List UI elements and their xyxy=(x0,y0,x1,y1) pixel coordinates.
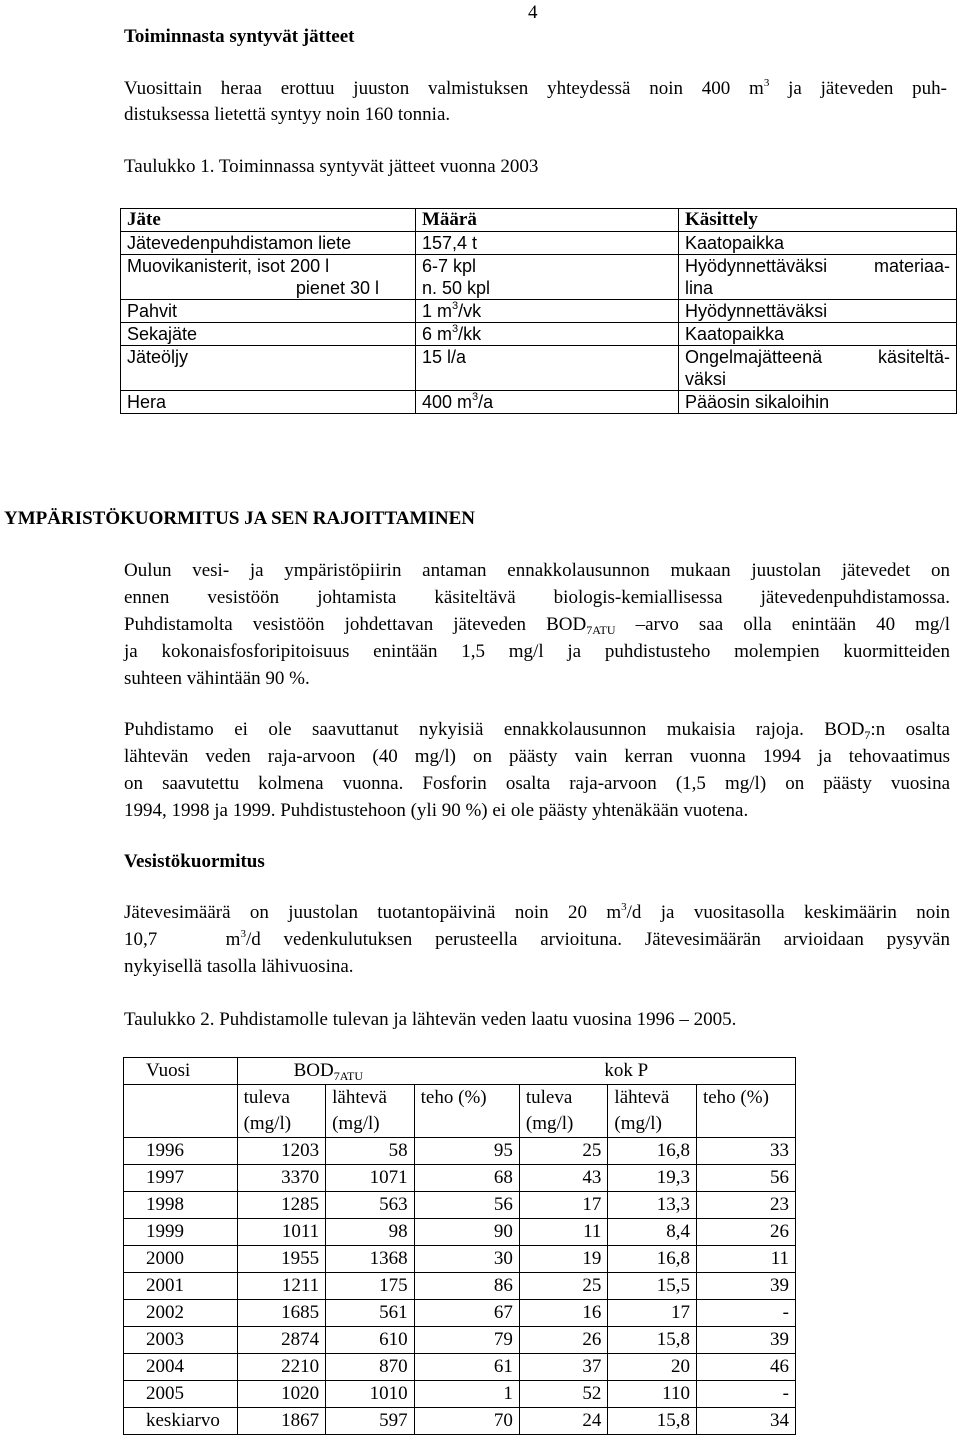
p1-line3: Puhdistamolta vesistöön johdettavan jäteveden $BOD_{7ATU}$ –arvo saa olla enintään 40 mg/l xyxy=(124,614,950,637)
cell-p-lahteva: 19,3 xyxy=(608,1165,697,1192)
p1-line2: ennen vesistöön johtamista käsiteltävä biologis-kemiallisessa jätevedenpuhdistamossa. xyxy=(124,587,950,608)
cell-jate: Pahvit xyxy=(121,300,416,323)
table-row xyxy=(124,1408,796,1435)
cell-bod-teho: 56 xyxy=(414,1192,519,1219)
cell-jate: Jätevedenpuhdistamon liete xyxy=(121,232,416,255)
cell-p-tuleva: 26 xyxy=(519,1327,608,1354)
cell-bod-teho: 95 xyxy=(414,1138,519,1165)
cell-p-lahteva: 15,8 xyxy=(608,1408,697,1435)
cell-p-lahteva: 8,4 xyxy=(608,1219,697,1246)
table-row xyxy=(124,1354,796,1381)
cell-bod-lahteva: 1010 xyxy=(326,1381,415,1408)
cell-p-tuleva: 19 xyxy=(519,1246,608,1273)
cell-p-teho: 39 xyxy=(696,1273,795,1300)
header-maara: Määrä xyxy=(416,209,679,232)
cell-kasittely xyxy=(679,255,957,300)
table-row xyxy=(124,1246,796,1273)
table-row xyxy=(124,1192,796,1219)
cell-kasittely-line2: väksi xyxy=(685,369,727,389)
cell-p-teho: 39 xyxy=(696,1327,795,1354)
cell-year: 2003 xyxy=(124,1327,238,1354)
cell-bod-teho: 68 xyxy=(414,1165,519,1192)
cell-year: 1996 xyxy=(124,1138,238,1165)
cell-maara: 157,4 t xyxy=(416,232,679,255)
cell-year: 2004 xyxy=(124,1354,238,1381)
table-subheader-row xyxy=(124,1085,796,1138)
cell-p-tuleva: 17 xyxy=(519,1192,608,1219)
table-row xyxy=(121,300,957,323)
cell-bod-tuleva: 1285 xyxy=(237,1192,326,1219)
cell-bod-lahteva: 597 xyxy=(326,1408,415,1435)
cell-bod-tuleva: 1011 xyxy=(237,1219,326,1246)
p3-line1: Jätevesimäärä on juustolan tuotantopäivinä noin 20 $m^3/d$ ja vuositasolla keskimäärin noin xyxy=(124,901,950,923)
table1-caption: Taulukko 1. Toiminnassa syntyvät jätteet vuonna 2003 xyxy=(124,156,539,177)
cell-p-teho: - xyxy=(696,1381,795,1408)
cell-p-teho: 33 xyxy=(696,1138,795,1165)
cell-p-tuleva: 16 xyxy=(519,1300,608,1327)
cell-kasittely-line1: Hyödynnettäväksi materiaa- xyxy=(685,256,950,276)
cell-p-teho: 46 xyxy=(696,1354,795,1381)
cell-p-tuleva: 52 xyxy=(519,1381,608,1408)
cell-bod-lahteva: 98 xyxy=(326,1219,415,1246)
waste-paragraph-line2: distuksessa lietettä syntyy noin 160 tonnia. xyxy=(124,104,451,125)
waste-table xyxy=(120,208,957,414)
table-row xyxy=(121,255,957,300)
table-row xyxy=(124,1273,796,1300)
cell-jate-line2: pienet 30 l xyxy=(295,278,379,298)
cell-bod-tuleva: 1020 xyxy=(237,1381,326,1408)
subheader-bod-lahteva: lähtevä (mg/l) xyxy=(326,1085,415,1138)
cell-bod-tuleva: 1685 xyxy=(237,1300,326,1327)
cell-bod-tuleva: 1955 xyxy=(237,1246,326,1273)
cell-jate-line1: Muovikanisterit, isot 200 l xyxy=(127,256,330,276)
cell-bod-lahteva: 175 xyxy=(326,1273,415,1300)
cell-bod-teho: 61 xyxy=(414,1354,519,1381)
cell-bod-tuleva: 1211 xyxy=(237,1273,326,1300)
cell-p-lahteva: 110 xyxy=(608,1381,697,1408)
p1-line5: suhteen vähintään 90 %. xyxy=(124,668,310,689)
cell-bod-lahteva: 1368 xyxy=(326,1246,415,1273)
table-row xyxy=(124,1381,796,1408)
p2-line3: on saavutettu kolmena vuonna. Fosforin osalta raja-arvoon (1,5 mg/l) on päästy vuosina xyxy=(124,773,950,794)
cell-bod-tuleva: 2210 xyxy=(237,1354,326,1381)
cell-jate: Sekajäte xyxy=(121,323,416,346)
cell-bod-teho: 90 xyxy=(414,1219,519,1246)
cell-kasittely-line1: Ongelmajätteenä käsiteltä- xyxy=(685,347,950,367)
cell-kasittely xyxy=(679,346,957,391)
cell-bod-tuleva: 2874 xyxy=(237,1327,326,1354)
cell-p-lahteva: 16,8 xyxy=(608,1138,697,1165)
page-number: 4 xyxy=(528,2,538,23)
cell-p-teho: 23 xyxy=(696,1192,795,1219)
table2-caption: Taulukko 2. Puhdistamolle tulevan ja lähtevän veden laatu vuosina 1996 – 2005. xyxy=(124,1009,737,1030)
cell-maara-line2: n. 50 kpl xyxy=(422,278,491,298)
cell-year: 2005 xyxy=(124,1381,238,1408)
section-heading-environmental-load: YMPÄRISTÖKUORMITUS JA SEN RAJOITTAMINEN xyxy=(4,508,476,529)
table-row xyxy=(124,1165,796,1192)
cell-bod-teho: 1 xyxy=(414,1381,519,1408)
table-header-row xyxy=(124,1058,796,1085)
cell-maara: 1 $m^3/vk$ xyxy=(416,300,679,323)
subheader-bod-teho: teho (%) xyxy=(414,1085,519,1138)
cell-p-lahteva: 20 xyxy=(608,1354,697,1381)
cell-year: 2002 xyxy=(124,1300,238,1327)
cell-p-tuleva: 24 xyxy=(519,1408,608,1435)
cell-p-teho: 11 xyxy=(696,1246,795,1273)
cell-jate: Hera xyxy=(121,391,416,414)
cell-bod-teho: 30 xyxy=(414,1246,519,1273)
header-bod: $BOD_{7ATU}$ xyxy=(237,1058,519,1085)
cell-kasittely: Pääosin sikaloihin xyxy=(679,391,957,414)
header-kasittely: Käsittely xyxy=(679,209,957,232)
cell-year: 1997 xyxy=(124,1165,238,1192)
cell-maara xyxy=(416,255,679,300)
cell-p-teho: 56 xyxy=(696,1165,795,1192)
p1-line1: Oulun vesi- ja ympäristöpiirin antaman ennakkolausunnon mukaan juustolan jätevedet on xyxy=(124,560,950,581)
cell-maara-line1: 6-7 kpl xyxy=(422,256,477,276)
p2-line2: lähtevän veden raja-arvoon (40 mg/l) on päästy vain kerran vuonna 1994 ja tehovaatimus xyxy=(124,746,950,767)
cell-bod-lahteva: 563 xyxy=(326,1192,415,1219)
section-heading-waste: Toiminnasta syntyvät jätteet xyxy=(124,26,355,47)
cell-jate xyxy=(121,255,416,300)
cell-year: 2001 xyxy=(124,1273,238,1300)
cell-p-teho: - xyxy=(696,1300,795,1327)
p2-line4: 1994, 1998 ja 1999. Puhdistustehoon (yli 90 %) ei ole päästy yhtenäkään vuotena. xyxy=(124,800,749,821)
water-quality-rows xyxy=(124,1138,796,1435)
cell-bod-lahteva: 561 xyxy=(326,1300,415,1327)
cell-maara: 6 $m^3/kk$ xyxy=(416,323,679,346)
header-kok-p: kok P xyxy=(519,1058,795,1085)
cell-p-tuleva: 43 xyxy=(519,1165,608,1192)
header-vuosi: Vuosi xyxy=(124,1058,238,1085)
cell-bod-tuleva: 1867 xyxy=(237,1408,326,1435)
cell-bod-lahteva: 1071 xyxy=(326,1165,415,1192)
cell-p-lahteva: 15,8 xyxy=(608,1327,697,1354)
cell-bod-lahteva: 58 xyxy=(326,1138,415,1165)
cell-kasittely: Kaatopaikka xyxy=(679,323,957,346)
subheader-bod-tuleva: tuleva (mg/l) xyxy=(237,1085,326,1138)
cell-bod-tuleva: 3370 xyxy=(237,1165,326,1192)
cell-bod-tuleva: 1203 xyxy=(237,1138,326,1165)
cell-p-teho: 34 xyxy=(696,1408,795,1435)
subheader-p-teho: teho (%) xyxy=(696,1085,795,1138)
table-row xyxy=(124,1300,796,1327)
cell-p-tuleva: 25 xyxy=(519,1273,608,1300)
cell-bod-teho: 79 xyxy=(414,1327,519,1354)
cell-year: 2000 xyxy=(124,1246,238,1273)
subheader-p-lahteva: lähtevä (mg/l) xyxy=(608,1085,697,1138)
cell-maara: 400 $m^3/a$ xyxy=(416,391,679,414)
cell-year: 1999 xyxy=(124,1219,238,1246)
cell-maara: 15 l/a xyxy=(416,346,679,391)
p3-line3: nykyisellä tasolla lähivuosina. xyxy=(124,956,354,977)
cell-kasittely-line2: lina xyxy=(685,278,714,298)
cell-p-lahteva: 13,3 xyxy=(608,1192,697,1219)
p3-line2: 10,7 $m^3/d$ vedenkulutuksen perusteella arvioituna. Jätevesimäärän arvioidaan pysyvän xyxy=(124,928,950,950)
cell-bod-teho: 86 xyxy=(414,1273,519,1300)
table-row xyxy=(124,1138,796,1165)
cell-p-teho: 26 xyxy=(696,1219,795,1246)
table-row xyxy=(121,323,957,346)
table-row xyxy=(124,1327,796,1354)
cell-p-lahteva: 17 xyxy=(608,1300,697,1327)
cell-p-tuleva: 11 xyxy=(519,1219,608,1246)
section-heading-water-load: Vesistökuormitus xyxy=(124,851,265,872)
cell-kasittely: Hyödynnettäväksi xyxy=(679,300,957,323)
cell-p-lahteva: 15,5 xyxy=(608,1273,697,1300)
cell-year: 1998 xyxy=(124,1192,238,1219)
table-header-row xyxy=(121,209,957,232)
cell-p-tuleva: 25 xyxy=(519,1138,608,1165)
cell-bod-teho: 70 xyxy=(414,1408,519,1435)
cell-year: keskiarvo xyxy=(124,1408,238,1435)
cell-bod-teho: 67 xyxy=(414,1300,519,1327)
table-row xyxy=(124,1219,796,1246)
cell-p-tuleva: 37 xyxy=(519,1354,608,1381)
cell-p-lahteva: 16,8 xyxy=(608,1246,697,1273)
waste-paragraph-line1: Vuosittain heraa erottuu juuston valmistuksen yhteydessä noin 400 $m^3$ ja jäteveden puh- xyxy=(124,77,947,99)
cell-jate: Jäteöljy xyxy=(121,346,416,391)
cell-bod-lahteva: 870 xyxy=(326,1354,415,1381)
cell-kasittely: Kaatopaikka xyxy=(679,232,957,255)
water-quality-table xyxy=(123,1057,796,1435)
table-row xyxy=(121,346,957,391)
table-row xyxy=(121,232,957,255)
cell-bod-lahteva: 610 xyxy=(326,1327,415,1354)
subheader-p-tuleva: tuleva (mg/l) xyxy=(519,1085,608,1138)
table-row xyxy=(121,391,957,414)
p1-line4: ja kokonaisfosforipitoisuus enintään 1,5 mg/l ja puhdistusteho molempien kuormitteiden xyxy=(124,641,950,662)
subheader-empty xyxy=(124,1085,238,1138)
p2-line1: Puhdistamo ei ole saavuttanut nykyisiä ennakkolausunnon mukaisia rajoja. $BOD_7:n$ osalta xyxy=(124,719,950,742)
header-jate: Jäte xyxy=(121,209,416,232)
